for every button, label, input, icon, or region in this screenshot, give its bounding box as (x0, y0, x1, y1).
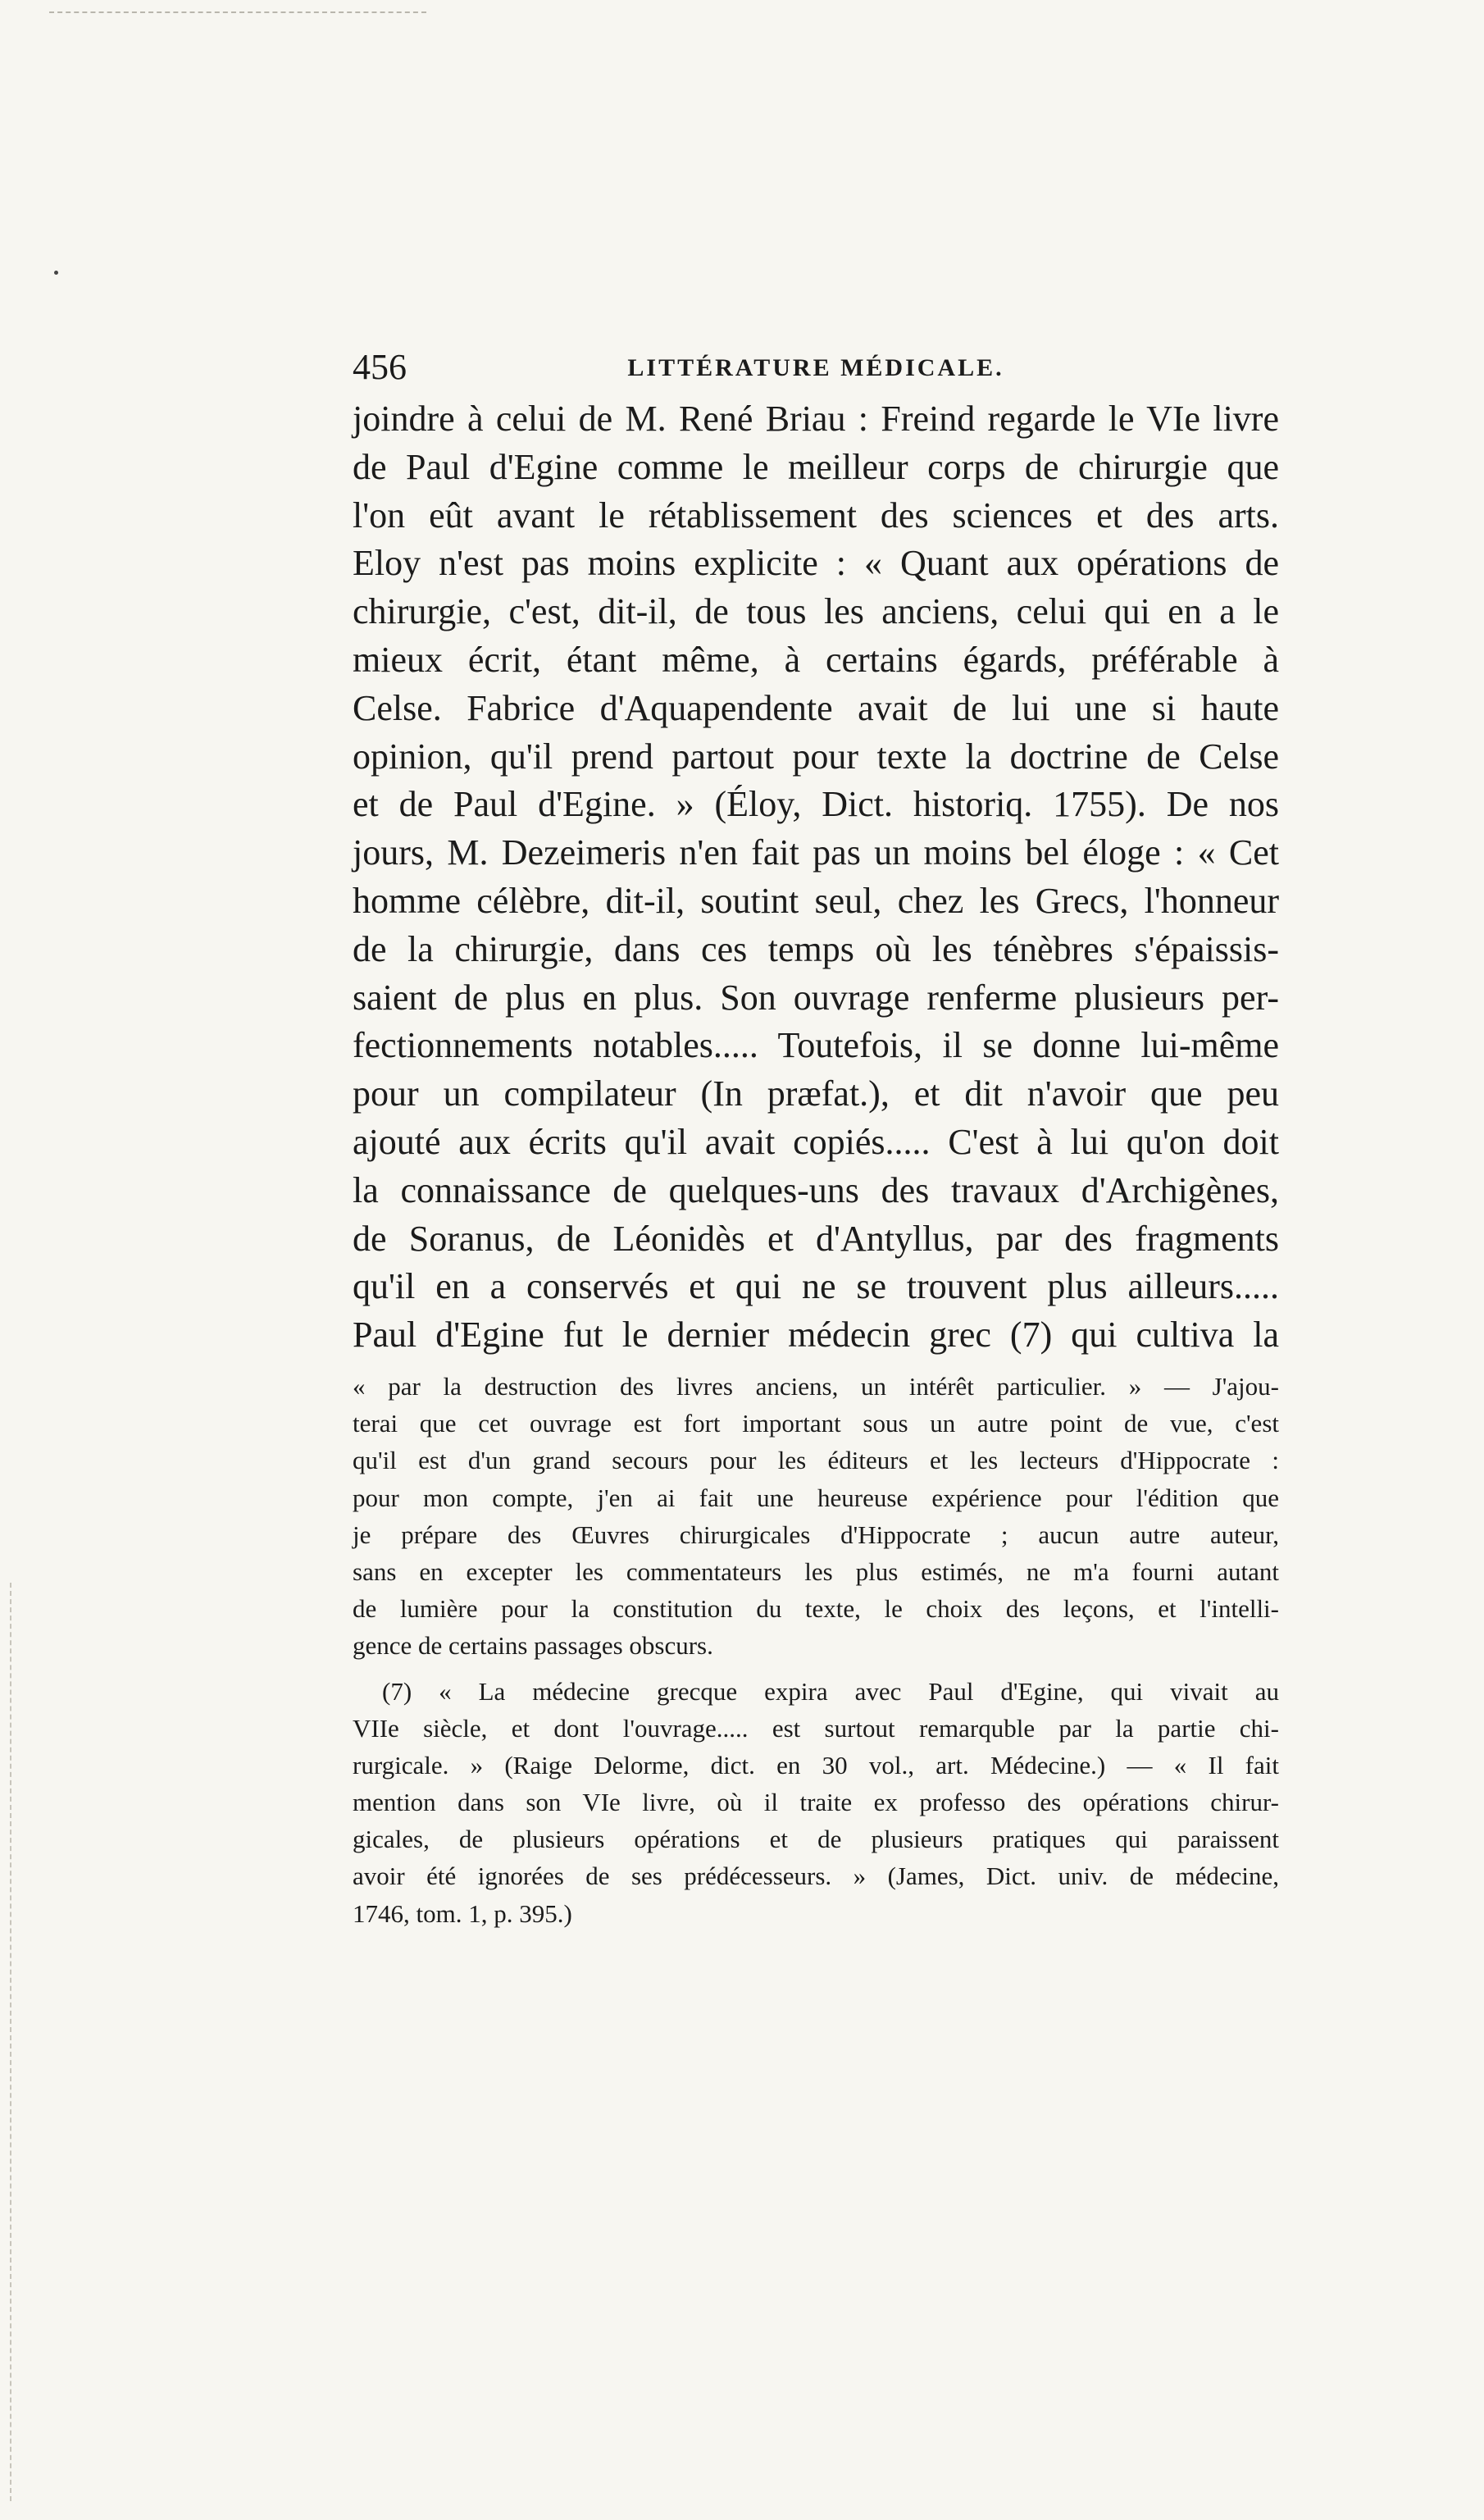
body-line: de Paul d'Egine comme le meilleur corps de chirurgie que (353, 446, 1279, 487)
footnote-line: gence de certains passages obscurs. (353, 1631, 713, 1661)
body-line: et de Paul d'Egine. » (Éloy, Dict. historiq. 1755). De nos (353, 784, 1279, 825)
footnote-line: de lumière pour la constitution du texte, le choix des leçons, et l'intelli- (353, 1594, 1279, 1624)
body-line: la connaissance de quelques-uns des travaux d'Archigènes, (353, 1169, 1279, 1210)
footnote-7 (353, 1673, 1279, 1932)
footnote-line: (7) « La médecine grecque expira avec Paul d'Egine, qui vivait au (382, 1676, 1279, 1706)
body-line: de la chirurgie, dans ces temps où les ténèbres s'épaissis- (353, 928, 1279, 969)
footnote-line: terai que cet ouvrage est fort important sous un autre point de vue, c'est (353, 1409, 1279, 1438)
body-line: qu'il en a conservés et qui ne se trouvent plus ailleurs..... (353, 1266, 1279, 1307)
footnote-line: gicales, de plusieurs opérations et de plusieurs pratiques qui paraissent (353, 1825, 1279, 1854)
body-line: pour un compilateur (In præfat.), et dit n'avoir que peu (353, 1073, 1279, 1114)
body-line: fectionnements notables..... Toutefois, il se donne lui-même (353, 1025, 1279, 1066)
footnote-line: mention dans son VIe livre, où il traite ex professo des opérations chirur- (353, 1788, 1279, 1817)
body-line: chirurgie, c'est, dit-il, de tous les anciens, celui qui en a le (353, 591, 1279, 632)
body-line: joindre à celui de M. René Briau : Freind regarde le VIe livre (353, 399, 1279, 439)
running-head: LITTÉRATURE MÉDICALE. (627, 354, 1004, 381)
footnote-line: rurgicale. » (Raige Delorme, dict. en 30 vol., art. Médecine.) — « Il fait (353, 1750, 1279, 1779)
body-line: de Soranus, de Léonidès et d'Antyllus, par des fragments (353, 1218, 1279, 1259)
scan-speck (54, 271, 58, 275)
footnote-line: sans en excepter les commentateurs les plus estimés, ne m'a fourni autant (353, 1556, 1279, 1586)
body-line: saient de plus en plus. Son ouvrage renferme plusieurs per- (353, 977, 1279, 1018)
body-line: Celse. Fabrice d'Aquapendente avait de lui une si haute (353, 687, 1279, 728)
footnote-line: 1746, tom. 1, p. 395.) (353, 1898, 572, 1928)
body-line: ajouté aux écrits qu'il avait copiés..... C'est à lui qu'on doit (353, 1121, 1279, 1162)
footnote-line: avoir été ignorées de ses prédécesseurs. » (James, Dict. univ. de médecine, (353, 1862, 1279, 1891)
body-line: Paul d'Egine fut le dernier médecin grec (7) qui cultiva la (353, 1315, 1279, 1356)
scan-margin-line (10, 1583, 11, 2501)
body-line: homme célèbre, dit-il, soutint seul, chez les Grecs, l'honneur (353, 880, 1279, 921)
footnote-continued (353, 1368, 1279, 1665)
page-header (353, 343, 1279, 392)
body-line: Eloy n'est pas moins explicite : « Quant aux opérations de (353, 543, 1279, 584)
footnote-line: VIIe siècle, et dont l'ouvrage..... est surtout remarquble par la partie chi- (353, 1713, 1279, 1743)
body-line: opinion, qu'il prend partout pour texte la doctrine de Celse (353, 736, 1279, 777)
footnote-line: pour mon compte, j'en ai fait une heureuse expérience pour l'édition que (353, 1483, 1279, 1512)
body-line: jours, M. Dezeimeris n'en fait pas un moins bel éloge : « Cet (353, 832, 1279, 873)
scan-edge-rule (49, 11, 426, 13)
body-line: mieux écrit, étant même, à certains égards, préférable à (353, 639, 1279, 680)
footnote-line: « par la destruction des livres anciens, un intérêt particulier. » — J'ajou- (353, 1372, 1279, 1401)
footnotes (353, 1368, 1279, 1932)
main-text (353, 395, 1279, 1360)
footnote-line: qu'il est d'un grand secours pour les éditeurs et les lecteurs d'Hippocrate : (353, 1446, 1279, 1475)
page-number: 456 (353, 347, 407, 387)
footnote-line: je prépare des Œuvres chirurgicales d'Hippocrate ; aucun autre auteur, (353, 1520, 1279, 1549)
body-line: l'on eût avant le rétablissement des sciences et des arts. (353, 494, 1279, 535)
